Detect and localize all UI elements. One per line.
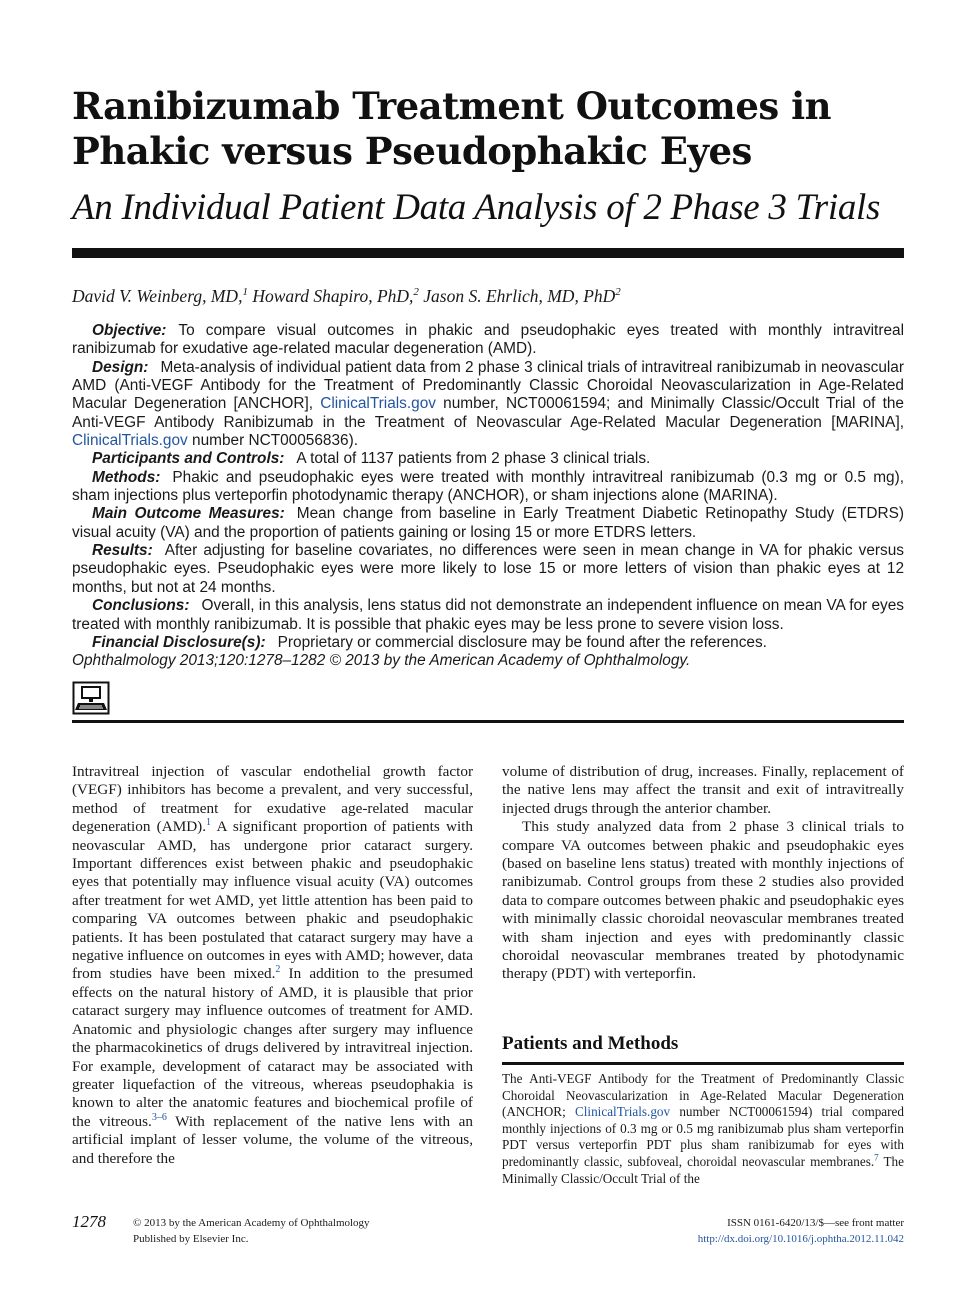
title-divider — [72, 248, 904, 258]
body-paragraph — [502, 1071, 904, 1187]
computer-monitor-icon[interactable] — [72, 681, 110, 715]
author-affiliation: 2 — [413, 286, 419, 298]
abstract — [72, 322, 904, 671]
publisher-line: Published by Elsevier Inc. — [133, 1233, 249, 1245]
abstract-objective — [72, 322, 904, 359]
body-text: A significant proportion of patients with neovascular AMD, has undergone prior cataract surgery. Important differences exist between phakic and pseudophakic eyes that potentially may influence visual acuity (VA) outcomes after treatment for wet AMD, yet little attention has been paid to comparing VA outcomes between phakic and pseudophakic patients. It has been postulated that cataract surgery may have a negative influence on outcomes in eyes with AMD; however, data from studies have been mixed. — [72, 818, 473, 983]
clinicaltrials-link[interactable]: ClinicalTrials.gov — [574, 1104, 671, 1120]
section-divider — [502, 1062, 904, 1065]
abstract-citation: Ophthalmology 2013;120:1278–1282 © 2013 by the American Academy of Ophthalmology. — [72, 652, 691, 670]
body-text: number NCT00061594) trial compared monthly injections of 0.3 mg or 0.5 mg ranibizumab plus sham verteporfin PDT versus verteporfin PDT plus sham ranibizumab for eyes with predominantly classic, subfoveal, choroidal neovascular membranes. — [502, 1104, 904, 1169]
copyright-line: © 2013 by the American Academy of Ophthalmology — [133, 1217, 370, 1229]
body-text: The Anti-VEGF Antibody for the Treatment of Predominantly Classic Choroidal Neovascularization in Age-Related Macular Degeneration (ANCHOR; — [502, 1071, 904, 1120]
reference-marker[interactable]: 3–6 — [151, 1111, 167, 1123]
section-heading: Patients and Methods — [502, 1033, 679, 1054]
author-name: Howard Shapiro, PhD, — [252, 285, 414, 306]
author-affiliation: 1 — [242, 286, 248, 298]
body-paragraph: volume of distribution of drug, increases. Finally, replacement of the native lens may affect the transit and exit of intravitreally injected drugs through the anterior chamber. — [502, 763, 904, 817]
footer-identifiers — [698, 1215, 904, 1247]
abstract-label: Conclusions: — [92, 597, 190, 615]
abstract-text: Phakic and pseudophakic eyes were treated with monthly intravitreal ranibizumab (0.3 mg or 0.5 mg), sham injections plus verteporfin photodynamic therapy (ANCHOR), or sham injections alone (MARINA). — [72, 468, 904, 505]
footer-copyright — [133, 1215, 370, 1247]
body-paragraph: This study analyzed data from 2 phase 3 clinical trials to compare VA outcomes between phakic and pseudophakic eyes (based on baseline lens status) treated with monthly injections of ranibizumab. Control groups from these 2 studies also provided data to compare outcomes between phakic and pseudophakic eyes with minimally classic choroidal neovascular membranes treated with sham injection and eyes with predominantly classic choroidal neovascular membranes treated by photodynamic therapy (PDT) with verteporfin. — [502, 818, 904, 983]
abstract-text: A total of 1137 patients from 2 phase 3 clinical trials. — [296, 450, 651, 468]
author-affiliation: 2 — [615, 286, 621, 298]
abstract-label: Results: — [92, 542, 153, 560]
reference-marker[interactable]: 2 — [275, 964, 281, 976]
abstract-text: Overall, in this analysis, lens status did not demonstrate an independent influence on mean VA for eyes treated with monthly ranibizumab. It is possible that phakic eyes may be less prone to severe vision loss. — [72, 597, 904, 633]
author-list — [72, 280, 904, 308]
abstract-design — [72, 359, 904, 451]
clinicaltrials-link[interactable]: ClinicalTrials.gov — [320, 395, 436, 413]
abstract-text: number, NCT00061594; and Minimally Classic/Occult Trial of the Anti-VEGF Antibody Ranibizumab in the Treatment of Neovascular Age-Related Macular Degeneration [MARINA], — [72, 395, 904, 431]
body-text: In addition to the presumed effects on the natural history of AMD, it is plausible that prior cataract surgery may influence outcomes of treatment for AMD. Anatomic and physiologic changes after surgery may influence the pharmacokinetics of drugs delivered by intravitreal injection. For example, development of cataract may be associated with greater liquefaction of the vitreous, whereas pseudophakia is known to alter the anatomic features and biochemical profile of the vitreous. — [72, 965, 473, 1130]
doi-link[interactable]: http://dx.doi.org/10.1016/j.ophtha.2012.11.042 — [697, 1233, 904, 1245]
body-column-left — [72, 763, 473, 1168]
article-header — [72, 84, 904, 230]
abstract-results — [72, 542, 904, 597]
reference-marker[interactable]: 1 — [206, 817, 212, 829]
article-title — [72, 84, 904, 174]
article-title-line-2: Phakic versus Pseudophakic Eyes — [72, 129, 752, 173]
author-name: Jason S. Ehrlich, MD, PhD — [423, 285, 616, 306]
abstract-text: Meta-analysis of individual patient data from 2 phase 3 clinical trials of intravitreal ranibizumab in neovascular AMD (Anti-VEGF Antibody for the Treatment of Predominantly Classic Choroidal Neovascularization in Age-Related Macular Degeneration [ANCHOR], — [72, 358, 904, 413]
abstract-label: Design: — [92, 358, 149, 376]
abstract-text: number NCT00056836). — [192, 432, 358, 450]
abstract-label: Main Outcome Measures: — [92, 505, 285, 523]
body-column-right — [502, 763, 904, 984]
body-text: With replacement of the native lens with an artificial implant of lesser volume, the volume of the vitreous, and therefore the — [72, 1112, 473, 1167]
abstract-participants — [72, 450, 904, 468]
abstract-outcome — [72, 505, 904, 542]
clinicaltrials-link[interactable]: ClinicalTrials.gov — [72, 432, 188, 450]
abstract-label: Participants and Controls: — [92, 450, 285, 468]
body-text: Intravitreal injection of vascular endothelial growth factor (VEGF) inhibitors has become a prevalent, and very successful, method of treatment for exudative age-related macular degeneration (AMD). — [72, 763, 473, 836]
abstract-label: Methods: — [92, 468, 161, 486]
abstract-conclusions — [72, 597, 904, 634]
body-paragraph — [72, 763, 473, 1168]
page-number: 1278 — [72, 1212, 106, 1231]
abstract-disclosure — [72, 634, 904, 652]
issn-line: ISSN 0161-6420/13/$—see front matter — [727, 1217, 904, 1229]
abstract-text: To compare visual outcomes in phakic and pseudophakic eyes treated with monthly intravitreal ranibizumab for exudative age-related macular degeneration (AMD). — [72, 322, 904, 358]
abstract-text: Proprietary or commercial disclosure may be found after the references. — [277, 633, 767, 651]
abstract-text: Mean change from baseline in Early Treatment Diabetic Retinopathy Study (ETDRS) visual acuity (VA) and the proportion of patients gaining or losing 15 or more ETDRS letters. — [72, 505, 904, 541]
body-text: The Minimally Classic/Occult Trial of the — [502, 1153, 904, 1186]
reference-marker[interactable]: 7 — [874, 1152, 879, 1163]
abstract-divider — [72, 720, 904, 723]
article-subtitle: An Individual Patient Data Analysis of 2 Phase 3 Trials — [72, 187, 881, 228]
abstract-methods — [72, 469, 904, 506]
abstract-label: Financial Disclosure(s): — [92, 633, 266, 651]
abstract-text: After adjusting for baseline covariates, no differences were seen in mean change in VA for phakic versus pseudophakic eyes. Pseudophakic eyes were more likely to lose 15 or more letters of vision than phakic eyes at 12 months, but not at 24 months. — [72, 542, 904, 596]
methods-column — [502, 1071, 904, 1187]
author-name: David V. Weinberg, MD, — [72, 285, 243, 306]
article-title-line-1: Ranibizumab Treatment Outcomes in — [72, 84, 832, 128]
abstract-label: Objective: — [92, 322, 167, 339]
